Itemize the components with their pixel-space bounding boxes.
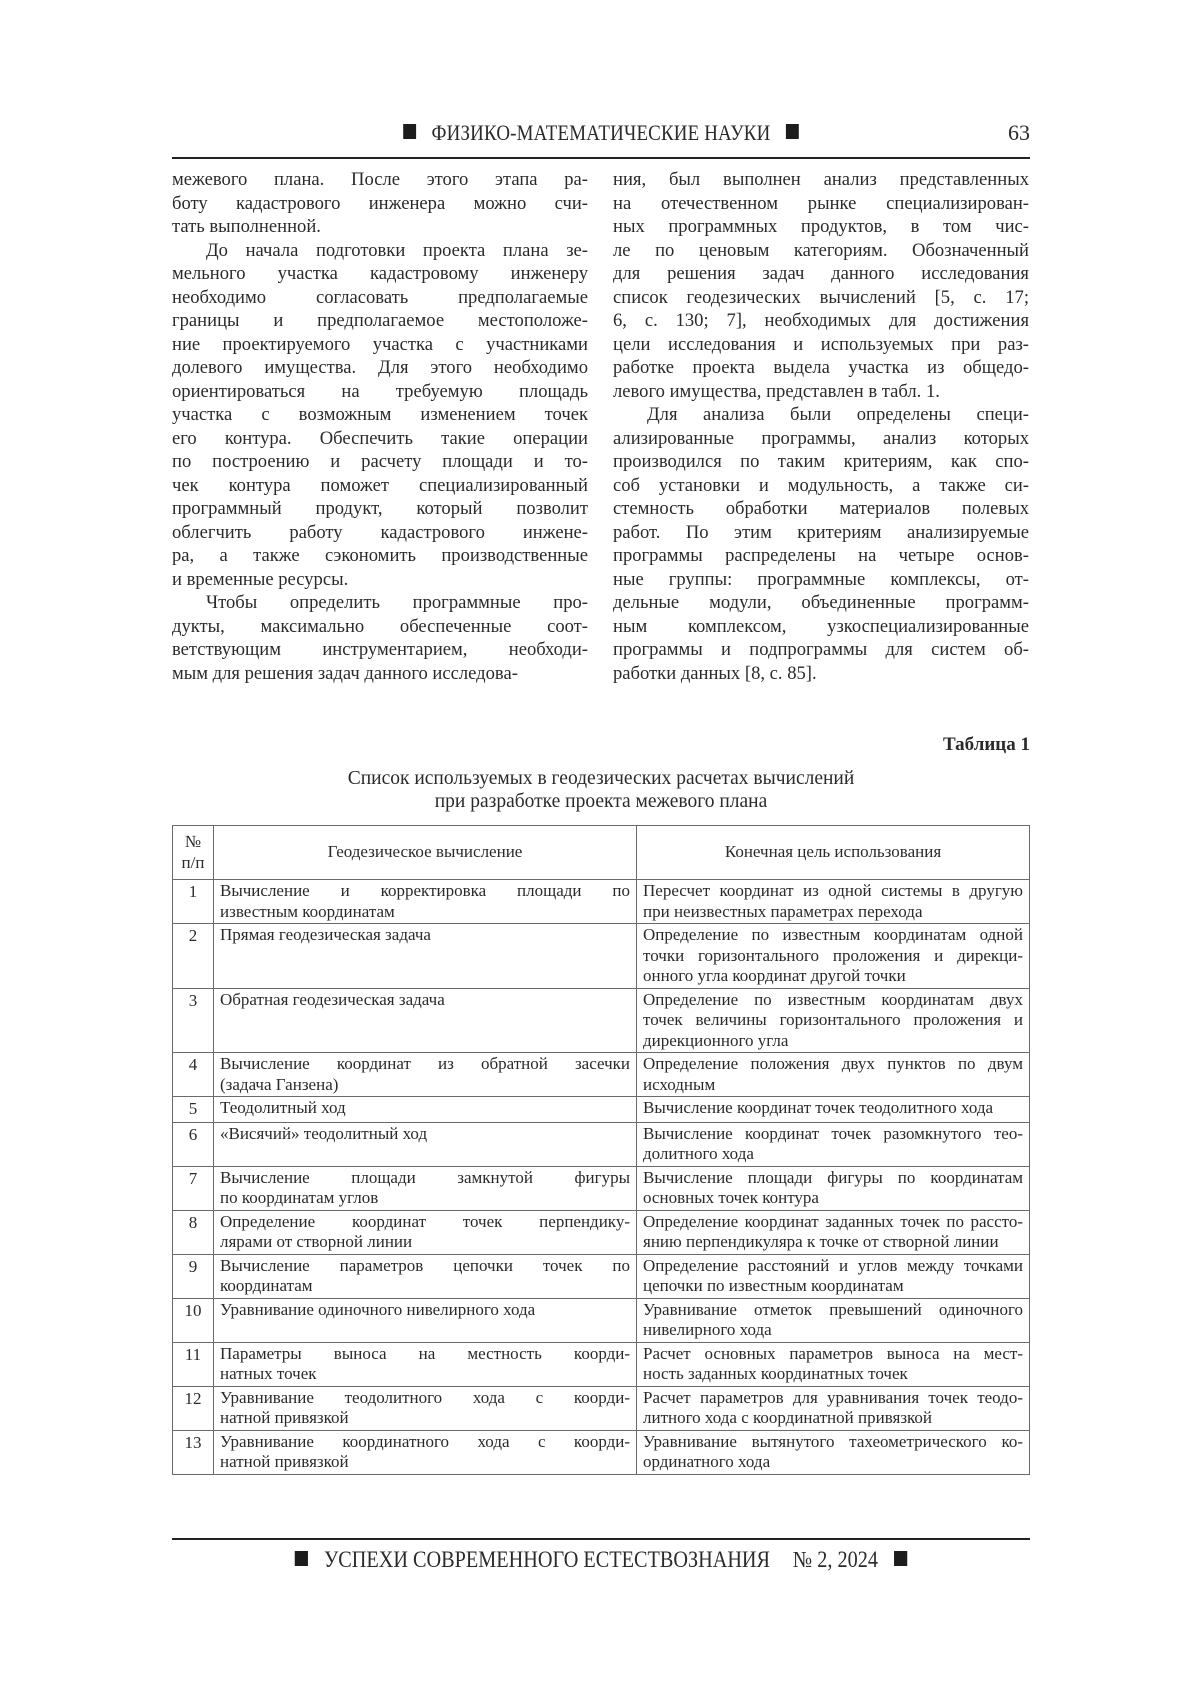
calculation-cell (214, 1166, 637, 1210)
text-line: программы распределены на четыре основ- (613, 545, 1029, 566)
cell-text-line: точки горизонтального проложения и дирекци- (643, 945, 1023, 965)
row-number: 5 (173, 1097, 214, 1123)
table-title-line: при разработке проекта межевого плана (434, 791, 768, 812)
row-number: 8 (173, 1210, 214, 1254)
paragraph (172, 239, 588, 592)
text-line: на отечественном рынке специализирован- (613, 192, 1029, 214)
issue-number: № 2, 2024 (792, 1547, 879, 1572)
text-line: его контура. Обеспечить такие операции (172, 427, 588, 449)
running-footer (223, 1547, 978, 1573)
row-number: 3 (173, 988, 214, 1053)
cell-text-line: Уравнивание координатного хода с коорди- (220, 1431, 630, 1451)
text-line: ние проектируемого участка с участниками (172, 333, 588, 355)
text-line: работке проекта выдела участка из общедо- (613, 357, 1029, 378)
cell-text-line: Расчет параметров для уравнивания точек теодо- (643, 1387, 1023, 1407)
text-line: ра, а также сэкономить производственные (172, 545, 588, 566)
cell-text-line: Вычисление координат точек разомкнутого тео- (643, 1123, 1023, 1143)
cell-text-line: Вычисление и корректировка площади по (220, 881, 630, 900)
cell-text-line: онного угла координат другой точки (643, 966, 906, 985)
cell-text-line: Прямая геодезическая задача (220, 925, 431, 944)
cell-text-line: (задача Ганзена) (220, 1074, 339, 1094)
text-line: мым для решения задач данного исследова- (172, 662, 518, 684)
text-line: цели исследования и используемых при раз- (613, 333, 1029, 355)
calculation-cell (214, 1210, 637, 1254)
goal-cell (637, 1342, 1030, 1386)
calculation-cell (214, 1386, 637, 1430)
text-line: ветствующим инструментарием, необходи- (172, 639, 588, 660)
text-line: границы и предполагаемое местоположе- (172, 310, 588, 331)
cell-text-line: Определение по известным координатам одной (643, 925, 1023, 944)
cell-text-line: лярами от створной линии (220, 1232, 413, 1251)
table-row (173, 1097, 1030, 1123)
paragraph (613, 403, 1029, 685)
cell-text-line: Вычисление площади фигуры по координатам (643, 1167, 1023, 1187)
paragraph (172, 168, 588, 239)
header-number (173, 826, 214, 880)
cell-text-line: Уравнивание отметок превышений одиночного (643, 1299, 1023, 1319)
text-line: дельные модули, объединенные программ- (613, 592, 1029, 613)
cell-text-line: Уравнивание одиночного нивелирного хода (220, 1299, 536, 1319)
text-line: ным комплексом, узкоспециализированные (613, 615, 1029, 637)
running-header (172, 120, 1030, 150)
goal-cell (637, 1430, 1030, 1474)
row-number: 13 (173, 1430, 214, 1474)
text-line: До начала подготовки проекта плана зе- (206, 239, 588, 261)
text-line: и временные ресурсы. (172, 568, 349, 590)
section-title-wrap (232, 120, 970, 146)
table-row (173, 1166, 1030, 1210)
text-line: мельного участка кадастровому инженеру (172, 263, 588, 284)
goal-cell (637, 924, 1030, 989)
text-line: по построению и расчету площади и то- (172, 451, 588, 472)
cell-text-line: натной привязкой (220, 1452, 349, 1471)
calculation-cell (214, 924, 637, 989)
text-line: дукты, максимально обеспеченные соот- (172, 615, 588, 637)
goal-cell (637, 1254, 1030, 1298)
table-row (173, 1053, 1030, 1097)
calculation-cell (214, 1254, 637, 1298)
cell-text-line: основных точек контура (643, 1188, 819, 1207)
cell-text-line: литного хода с координатной привязкой (643, 1408, 933, 1427)
cell-text-line: Определение положения двух пунктов по двум (643, 1054, 1023, 1073)
row-number: 12 (173, 1386, 214, 1430)
row-number: 6 (173, 1122, 214, 1166)
table-header-row (173, 826, 1030, 880)
cell-text-line: нивелирного хода (643, 1320, 772, 1339)
geodetic-calculations-table (172, 825, 1030, 1475)
text-line: для решения задач данного исследования (613, 263, 1029, 284)
cell-text-line: Вычисление координат из обратной засечки (220, 1054, 630, 1073)
square-bullet-icon (403, 124, 416, 139)
page-number: 63 (1008, 120, 1030, 145)
text-line: ле по ценовым категориям. Обозначенный (613, 239, 1029, 261)
cell-text-line: цепочки по известным координатам (643, 1276, 904, 1295)
table-row (173, 1342, 1030, 1386)
text-line: тать выполненной. (172, 216, 321, 237)
text-line: список геодезических вычислений [5, с. 17; (613, 286, 1029, 308)
cell-text-line: Определение координат заданных точек по рассто- (643, 1211, 1023, 1231)
goal-cell (637, 1210, 1030, 1254)
goal-cell (637, 880, 1030, 924)
calculation-cell (214, 1122, 637, 1166)
header-number-pp: п/п (181, 852, 205, 872)
calculation-cell (214, 1097, 637, 1123)
paragraph (172, 591, 588, 685)
row-number: 9 (173, 1254, 214, 1298)
header-goal: Конечная цель использования (637, 826, 1030, 880)
cell-text-line: Определение координат точек перпендику- (220, 1211, 630, 1231)
text-line: работки данных [8, с. 85]. (613, 662, 817, 684)
table-body (173, 880, 1030, 1475)
cell-text-line: известным координатам (220, 901, 395, 921)
table-row (173, 1430, 1030, 1474)
footer-rule (172, 1538, 1030, 1540)
text-line: участка с возможным изменением точек (172, 404, 588, 425)
paragraph (613, 168, 1029, 403)
square-bullet-icon (786, 124, 799, 139)
goal-cell (637, 1298, 1030, 1342)
table-row (173, 880, 1030, 924)
cell-text-line: Вычисление параметров цепочки точек по (220, 1255, 630, 1275)
table-label: Таблица 1 (942, 734, 1030, 755)
header-calculation: Геодезическое вычисление (214, 826, 637, 880)
row-number: 11 (173, 1342, 214, 1386)
square-bullet-icon (295, 1551, 308, 1566)
cell-text-line: натной привязкой (220, 1408, 349, 1427)
text-line: боту кадастрового инженера можно счи- (172, 192, 588, 214)
section-title: ФИЗИКО-МАТЕМАТИЧЕСКИЕ НАУКИ (431, 120, 771, 145)
cell-text-line: Определение по известным координатам двух (643, 989, 1023, 1009)
row-number: 7 (173, 1166, 214, 1210)
cell-text-line: Расчет основных параметров выноса на мест- (643, 1343, 1023, 1363)
goal-cell (637, 1097, 1030, 1123)
row-number: 2 (173, 924, 214, 989)
header-number-sign: № (184, 832, 202, 851)
text-line: соб установки и модульность, а также си- (613, 474, 1029, 496)
cell-text-line: Теодолитный ход (220, 1098, 346, 1117)
text-line: ных программных продуктов, в том чис- (613, 216, 1029, 237)
text-line: долевого имущества. Для этого необходимо (172, 357, 588, 378)
text-line: стемность обработки материалов полевых (613, 498, 1029, 519)
text-line: межевого плана. После этого этапа ра- (172, 169, 588, 190)
row-number: 10 (173, 1298, 214, 1342)
left-column (172, 168, 588, 685)
text-line: чек контура поможет специализированный (172, 474, 588, 496)
goal-cell (637, 1386, 1030, 1430)
cell-text-line: ординатного хода (643, 1452, 771, 1471)
table-row (173, 1254, 1030, 1298)
cell-text-line: Определение расстояний и углов между точками (643, 1255, 1023, 1275)
text-line: программы и подпрограммы для систем об- (613, 639, 1029, 660)
calculation-cell (214, 1298, 637, 1342)
text-line: ные группы: программные комплексы, от- (613, 568, 1029, 590)
goal-cell (637, 1166, 1030, 1210)
header-rule (172, 157, 1030, 159)
cell-text-line: Вычисление координат точек теодолитного хода (643, 1098, 994, 1117)
cell-text-line: Обратная геодезическая задача (220, 989, 445, 1009)
journal-title: УСПЕХИ СОВРЕМЕННОГО ЕСТЕСТВОЗНАНИЯ (323, 1547, 771, 1572)
table-row (173, 1298, 1030, 1342)
calculation-cell (214, 1430, 637, 1474)
row-number: 1 (173, 880, 214, 924)
table-row (173, 988, 1030, 1053)
cell-text-line: при неизвестных параметрах перехода (643, 901, 923, 921)
cell-text-line: точек величины горизонтального проложения и (643, 1010, 1023, 1029)
cell-text-line: координатам (220, 1276, 313, 1295)
cell-text-line: Пересчет координат из одной системы в другую (643, 881, 1023, 900)
cell-text-line: дирекционного угла (643, 1030, 789, 1050)
text-line: работ. По этим критериям анализируемые (613, 521, 1029, 543)
cell-text-line: по координатам углов (220, 1188, 379, 1207)
text-line: облегчить работу кадастрового инжене- (172, 521, 588, 543)
text-line: ализированные программы, анализ которых (613, 427, 1029, 449)
table-title-line: Список используемых в геодезических расчетах вычислений (347, 768, 855, 789)
cell-text-line: исходным (643, 1074, 716, 1094)
cell-text-line: Вычисление площади замкнутой фигуры (220, 1167, 630, 1187)
right-column (613, 168, 1029, 685)
text-line: левого имущества, представлен в табл. 1. (613, 380, 940, 402)
cell-text-line: ность заданных координатных точек (643, 1364, 908, 1383)
text-line: Для анализа были определены специ- (647, 404, 1029, 425)
row-number: 4 (173, 1053, 214, 1097)
cell-text-line: Уравнивание теодолитного хода с коорди- (220, 1387, 630, 1407)
calculation-cell (214, 880, 637, 924)
table-row (173, 1386, 1030, 1430)
cell-text-line: Уравнивание вытянутого тахеометрического ко- (643, 1431, 1023, 1451)
cell-text-line: «Висячий» теодолитный ход (220, 1123, 428, 1143)
text-line: ориентироваться на требуемую площадь (172, 380, 588, 402)
cell-text-line: янию перпендикуляра к точке от створной линии (643, 1232, 999, 1251)
text-line: ния, был выполнен анализ представленных (613, 169, 1029, 190)
table-row (173, 924, 1030, 989)
calculation-cell (214, 1342, 637, 1386)
goal-cell (637, 1053, 1030, 1097)
calculation-cell (214, 1053, 637, 1097)
table-title (172, 767, 1030, 813)
calculation-cell (214, 988, 637, 1053)
text-line: производился по таким критериям, как спо- (613, 451, 1029, 472)
text-line: необходимо согласовать предполагаемые (172, 286, 588, 308)
cell-text-line: долитного хода (643, 1144, 754, 1163)
cell-text-line: натных точек (220, 1364, 317, 1383)
text-line: программный продукт, который позволит (172, 498, 588, 519)
cell-text-line: Параметры выноса на местность коорди- (220, 1343, 630, 1363)
table-row (173, 1122, 1030, 1166)
table-row (173, 1210, 1030, 1254)
goal-cell (637, 1122, 1030, 1166)
goal-cell (637, 988, 1030, 1053)
text-line: 6, с. 130; 7], необходимых для достижения (613, 310, 1029, 331)
text-line: Чтобы определить программные про- (206, 592, 588, 613)
square-bullet-icon (894, 1551, 907, 1566)
